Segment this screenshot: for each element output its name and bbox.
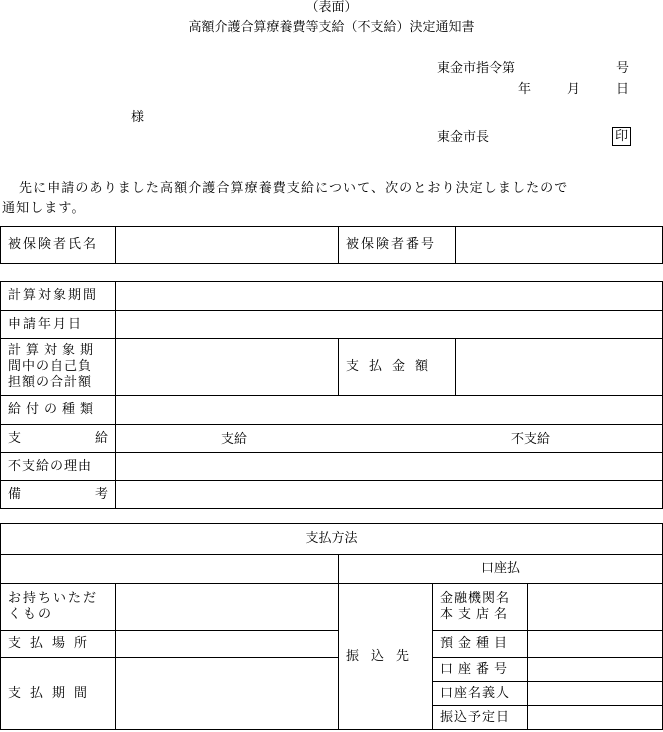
notice-number-suffix: 号 xyxy=(616,61,630,76)
account-number-label: 口座番号 xyxy=(433,658,528,682)
nonpay-option[interactable]: 不支給 xyxy=(511,431,551,447)
seal-box: 印 xyxy=(612,127,631,146)
transfer-destination-label: 振込先 xyxy=(339,584,433,730)
insured-name-value[interactable] xyxy=(116,227,339,264)
application-date-label: 申請年月日 xyxy=(1,311,116,339)
date-month: 月 xyxy=(567,82,581,97)
transfer-date-label: 振込予定日 xyxy=(433,706,528,730)
insured-number-label: 被保険者番号 xyxy=(339,227,456,264)
insured-name-label: 被保険者氏名 xyxy=(1,227,116,264)
calc-period-value[interactable] xyxy=(116,282,663,311)
side-label: （表面） xyxy=(305,0,358,15)
decision-label-left: 支 xyxy=(8,430,22,446)
copay-total-label xyxy=(1,339,116,396)
notice-number-prefix: 東金市指令第 xyxy=(437,61,516,76)
remarks-label-right: 考 xyxy=(94,486,108,502)
remarks-value[interactable] xyxy=(116,481,663,509)
bank-name-label-line-2: 本支店名 xyxy=(440,607,513,622)
decision-label-right: 給 xyxy=(94,430,108,446)
payment-method-table xyxy=(0,523,663,730)
decision-options xyxy=(116,425,663,453)
copay-total-value[interactable] xyxy=(116,339,339,396)
remarks-label xyxy=(1,481,116,509)
account-payment-title: 口座払 xyxy=(339,555,663,584)
document-title: 高額介護合算療養費等支給（不支給）決定通知書 xyxy=(188,20,475,35)
insured-number-value[interactable] xyxy=(456,227,663,264)
calculation-table xyxy=(0,281,663,509)
bank-name-label xyxy=(433,584,528,631)
payment-period-value[interactable] xyxy=(116,658,339,730)
payment-period-label: 支払期間 xyxy=(1,658,116,730)
nonpay-reason-label: 不支給の理由 xyxy=(1,453,116,481)
bank-name-label-line-1: 金融機関名 xyxy=(440,591,511,606)
mayor-name: 東金市長 xyxy=(437,130,490,145)
deposit-type-label: 預金種目 xyxy=(433,631,528,658)
payment-place-label: 支払場所 xyxy=(1,631,116,658)
payment-amount-value[interactable] xyxy=(456,339,663,396)
transfer-date-value[interactable] xyxy=(528,706,663,730)
date-day: 日 xyxy=(616,82,630,97)
copay-total-label-line-2: 間中の自己負 xyxy=(8,359,93,374)
remarks-label-left: 備 xyxy=(8,486,22,502)
items-to-bring-line-1: お持ちいただ xyxy=(8,591,99,606)
insured-table xyxy=(0,226,663,264)
date-year: 年 xyxy=(518,82,532,97)
payment-amount-label: 支払金額 xyxy=(339,339,456,396)
application-date-value[interactable] xyxy=(116,311,663,339)
account-holder-value[interactable] xyxy=(528,682,663,706)
calc-period-label: 計算対象期間 xyxy=(1,282,116,311)
items-to-bring-label xyxy=(1,584,116,631)
items-to-bring-line-2: くもの xyxy=(8,607,54,622)
copay-total-label-line-3: 担額の合計額 xyxy=(8,375,93,390)
payment-method-title: 支払方法 xyxy=(1,524,663,555)
addressee-suffix: 様 xyxy=(131,110,145,125)
decision-label xyxy=(1,425,116,453)
deposit-type-value[interactable] xyxy=(528,631,663,658)
account-number-value[interactable] xyxy=(528,658,663,682)
benefit-type-label: 給付の種類 xyxy=(1,396,116,425)
pay-option[interactable]: 支給 xyxy=(221,431,248,447)
items-to-bring-value[interactable] xyxy=(116,584,339,631)
payment-place-value[interactable] xyxy=(116,631,339,658)
intro-line-1: 先に申請のありました高額介護合算療養費支給について、次のとおり決定しましたので xyxy=(19,181,569,196)
intro-line-2: 通知します。 xyxy=(2,201,86,216)
copay-total-label-line-1: 計算対象期 xyxy=(8,343,99,358)
cash-payment-header xyxy=(1,555,339,584)
benefit-type-value[interactable] xyxy=(116,396,663,425)
account-holder-label: 口座名義人 xyxy=(433,682,528,706)
nonpay-reason-value[interactable] xyxy=(116,453,663,481)
bank-name-value[interactable] xyxy=(528,584,663,631)
